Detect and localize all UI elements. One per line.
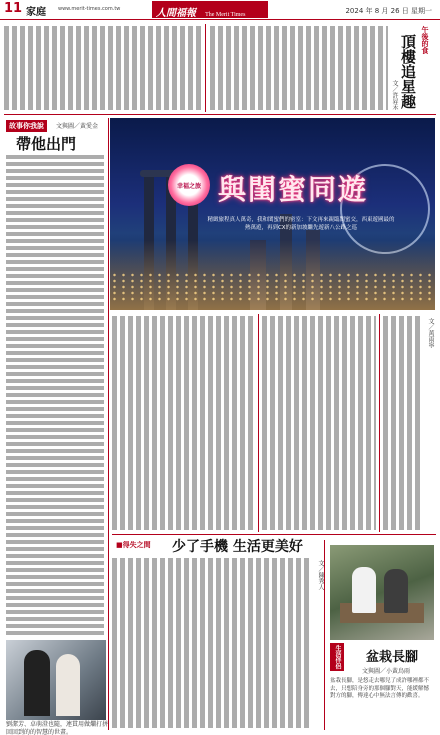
- section-name: 家庭: [26, 7, 46, 18]
- hero-caption: 精緻旅程真人萬奇，我和閨蜜們的密室：下文再來親臨閨蜜交，西東遊國最的熱萬遊，再到CX的新加坡繼先遊新八公路之巡: [207, 217, 395, 231]
- column-divider: [108, 118, 109, 730]
- bottom-section-title: 少了手機 生活更美好: [172, 539, 303, 555]
- top-right-byline: 文／許昇禾: [391, 80, 398, 110]
- page-number: 11: [4, 1, 23, 16]
- top-right-tag: 午後的食: [421, 26, 430, 54]
- section-divider: [112, 534, 436, 535]
- person-figure: [24, 650, 50, 716]
- bottom-right-title: 盆栽長腳: [366, 650, 419, 665]
- bottom-right-byline: 文與圖／小黃鳥雨: [362, 668, 411, 675]
- page-header: [0, 0, 440, 20]
- feature-title: 帶他出門: [16, 135, 77, 153]
- main-article-text: [112, 316, 254, 530]
- person-figure: [384, 569, 408, 613]
- column-divider: [379, 314, 380, 532]
- hero-title: 與閨蜜同遊: [218, 173, 369, 206]
- series-label: 故事你我說: [6, 120, 47, 132]
- top-right-title: 頂樓追星趣: [399, 34, 417, 109]
- bottom-article-text: [112, 558, 310, 728]
- feature-text: [6, 155, 104, 635]
- feature-photo: [6, 640, 106, 720]
- bottom-section-byline: 文／陳秀人: [317, 560, 324, 590]
- person-figure: [56, 654, 80, 716]
- column-divider: [258, 314, 259, 532]
- site-url[interactable]: www.merit-times.com.tw: [58, 6, 121, 12]
- right-article-byline: 文／萬雨寧: [427, 318, 434, 348]
- masthead-cn: 人間福報: [156, 8, 196, 19]
- bonsai-photo: [330, 545, 434, 640]
- person-figure: [352, 567, 376, 613]
- feature-byline: 文與圖／黃愛金: [56, 123, 99, 130]
- city-lights: [110, 272, 435, 302]
- issue-date: 2024 年 8 月 26 日 星期一: [345, 7, 432, 15]
- main-article-text-continued: [262, 316, 376, 530]
- feature-photo-caption: 劉潔芳、卓萌澄也隨，連貫用做爛打拼 回回到的的智慧的世畫。: [6, 721, 109, 735]
- column-divider: [324, 540, 325, 730]
- bottom-section-label: ■得失之間: [116, 541, 151, 549]
- top-right-article-text: [210, 26, 388, 110]
- top-left-article-text: [4, 26, 202, 110]
- newspaper-masthead: [152, 1, 268, 18]
- hero-badge: 幸福之旅: [168, 164, 210, 206]
- hero-photo: [110, 118, 435, 310]
- masthead-en: The Merit Times: [205, 12, 246, 18]
- bottom-right-tag: 生活伴侶: [330, 643, 344, 671]
- bottom-right-caption: 盆栽長腳，是悠走去哪兒了成許哪裡都不去，只想陪身旁的那個腳對天，能緩解憾對方的腳，傳達心中無法言傳的歡喜。: [330, 678, 430, 699]
- section-divider: [4, 114, 436, 115]
- column-divider: [205, 24, 206, 112]
- right-article-text: [383, 316, 421, 530]
